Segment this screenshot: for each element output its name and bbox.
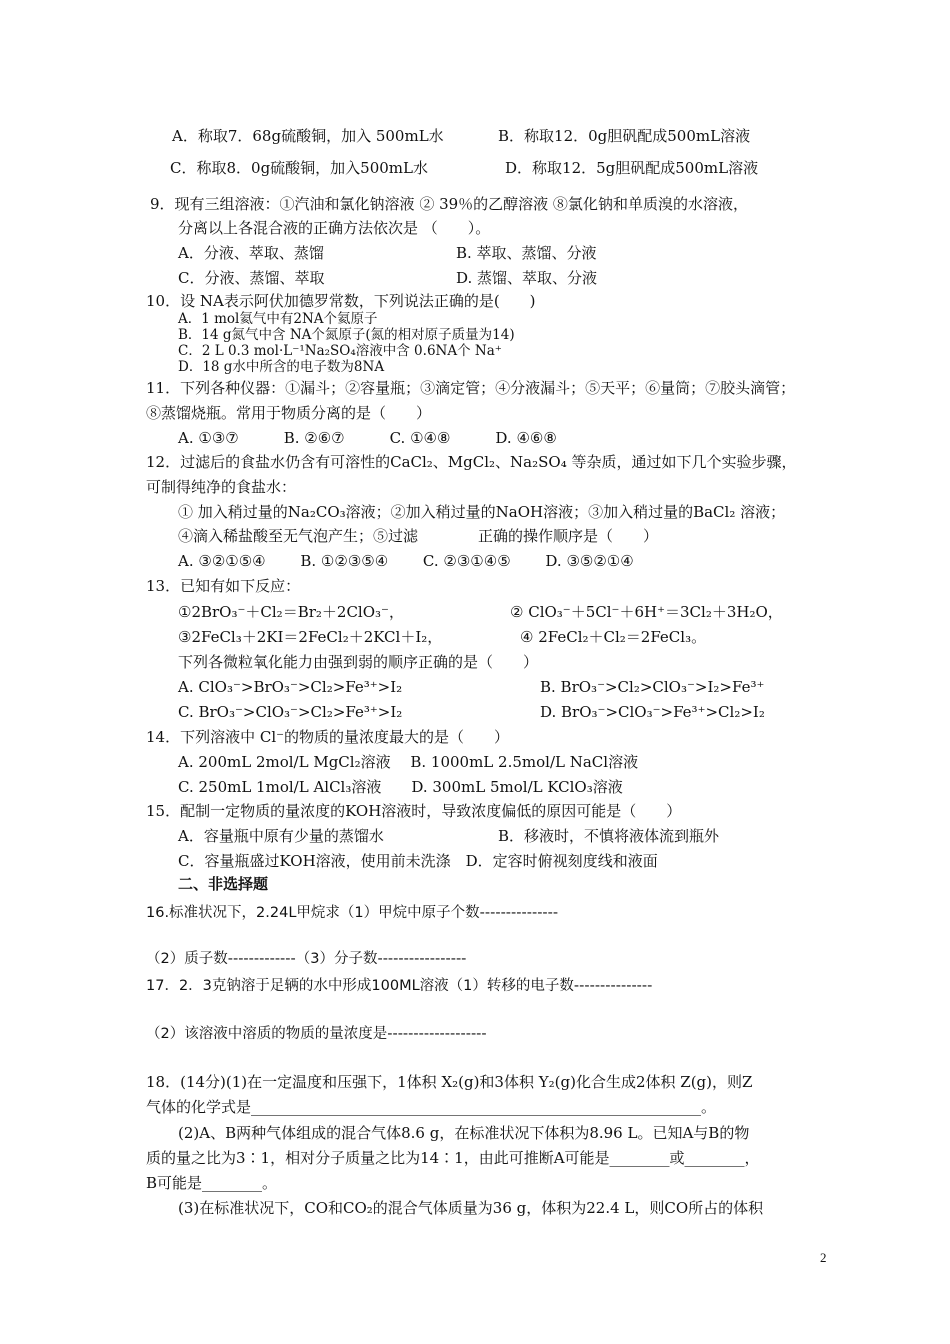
text-line: D．18 g水中所含的电子数为8NA	[178, 359, 385, 375]
text-line: B. 萃取、蒸馏、分液	[456, 244, 597, 262]
text-line: (3)在标准状况下，CO和CO₂的混合气体质量为36 g，体积为22.4 L，则CO所占的体积	[178, 1199, 764, 1217]
text-line: C．称取8．0g硫酸铜，加入500mL水	[170, 159, 428, 177]
text-line: A．容量瓶中原有少量的蒸馏水	[178, 827, 384, 845]
text-line: (2)A、B两种气体组成的混合气体8.6 g，在标准状况下体积为8.96 L。已知A与B的物	[178, 1124, 750, 1142]
text-line: A．分液、萃取、蒸馏	[178, 244, 324, 262]
text-line: 9．现有三组溶液：①汽油和氯化钠溶液 ② 39％的乙醇溶液 ⑧氯化钠和单质溴的水溶液，	[150, 195, 748, 213]
text-line: 12．过滤后的食盐水仍含有可溶性的CaCl₂、MgCl₂、Na₂SO₄ 等杂质，通过如下几个实验步骤，	[146, 453, 797, 471]
text-line: C．2 L 0.3 mol·L⁻¹Na₂SO₄溶液中含 0.6NA个 Na⁺	[178, 343, 502, 359]
text-line: ③2FeCl₃＋2KI＝2FeCl₂＋2KCl＋I₂，	[178, 628, 443, 646]
text-line: B．14 g氮气中含 NA个氮原子(氮的相对原子质量为14)	[178, 327, 515, 343]
text-line: ④滴入稀盐酸至无气泡产生；⑤过滤 正确的操作顺序是（ ）	[178, 527, 659, 545]
text-line: ④ 2FeCl₂＋Cl₂＝2FeCl₃。	[520, 628, 707, 646]
text-line: A．称取7．68g硫酸铜，加入 500mL水	[172, 127, 444, 145]
text-line: 16.标准状况下，2.24L甲烷求（1）甲烷中原子个数---------------	[146, 905, 559, 921]
text-line: A. 200mL 2mol/L MgCl₂溶液 B. 1000mL 2.5mol/L NaCl溶液	[178, 753, 639, 771]
text-line: A．1 mol氦气中有2NA个氦原子	[178, 311, 378, 327]
text-line: C. BrO₃⁻>ClO₃⁻>Cl₂>Fe³⁺>I₂	[178, 703, 403, 721]
text-line: 15．配制一定物质的量浓度的KOH溶液时，导致浓度偏低的原因可能是（ ）	[146, 802, 682, 820]
text-line: A. ClO₃⁻>BrO₃⁻>Cl₂>Fe³⁺>I₂	[178, 678, 403, 696]
text-line: （2）该溶液中溶质的物质的量浓度是-------------------	[146, 1026, 487, 1042]
text-line: ①2BrO₃⁻＋Cl₂＝Br₂＋2ClO₃⁻，	[178, 603, 404, 621]
text-line: ② ClO₃⁻＋5Cl⁻＋6H⁺＝3Cl₂＋3H₂O，	[510, 603, 783, 621]
text-line: B．称取12．0g胆矾配成500mL溶液	[498, 127, 751, 145]
text-line: B可能是________。	[146, 1174, 278, 1192]
text-line: 11．下列各种仪器：①漏斗；②容量瓶；③滴定管；④分液漏斗；⑤天平；⑥量筒；⑦胶头滴管；	[146, 379, 796, 397]
text-line: D. BrO₃⁻>ClO₃⁻>Fe³⁺>Cl₂>I₂	[540, 703, 765, 721]
text-line: 14．下列溶液中 Cl⁻的物质的量浓度最大的是（ ）	[146, 728, 510, 746]
text-line: 质的量之比为3∶1，相对分子质量之比为14∶1，由此可推断A可能是________或________，	[146, 1149, 760, 1167]
text-line: 可制得纯净的食盐水：	[146, 478, 297, 496]
text-line: 18．(14分)(1)在一定温度和压强下，1体积 X₂(g)和3体积 Y₂(g)化合生成2体积 Z(g)，则Z	[146, 1073, 753, 1091]
text-line: 二、非选择题	[178, 875, 269, 893]
text-line: （2）质子数-------------（3）分子数-----------------	[146, 951, 467, 967]
text-line: A. ③②①⑤④ B. ①②③⑤④ C. ②③①④⑤ D. ③⑤②①④	[178, 552, 634, 570]
text-line: C. 250mL 1mol/L AlCl₃溶液 D. 300mL 5mol/L KClO₃溶液	[178, 778, 623, 796]
text-line: 17．2．3克钠溶于足辆的水中形成100ML溶液（1）转移的电子数---------------	[146, 978, 653, 994]
text-line: ① 加入稍过量的Na₂CO₃溶液；②加入稍过量的NaOH溶液；③加入稍过量的BaCl₂ 溶液；	[178, 503, 786, 521]
text-line: A. ①③⑦ B. ②⑥⑦ C. ①④⑧ D. ④⑥⑧	[178, 429, 557, 447]
text-line: B. BrO₃⁻>Cl₂>ClO₃⁻>I₂>Fe³⁺	[540, 678, 765, 696]
text-line: 分离以上各混合液的正确方法依次是 （ ）。	[178, 219, 491, 237]
text-line: D．称取12．5g胆矾配成500mL溶液	[505, 159, 759, 177]
text-line: B．移液时，不慎将液体流到瓶外	[498, 827, 720, 845]
text-line: 下列各微粒氧化能力由强到弱的顺序正确的是（ ）	[178, 653, 539, 671]
text-line: 10．设 NA表示阿伏加德罗常数，下列说法正确的是( )	[146, 292, 536, 310]
text-line: C．容量瓶盛过KOH溶液，使用前未洗涤 D．定容时俯视刻度线和液面	[178, 852, 658, 870]
text-line: D. 蒸馏、萃取、分液	[456, 269, 598, 287]
page-number: 2	[820, 1250, 827, 1265]
text-line: 13．已知有如下反应：	[146, 577, 301, 595]
text-line: ⑧蒸馏烧瓶。常用于物质分离的是（ ）	[146, 404, 432, 422]
text-line: 气体的化学式是____________________________________________________________。	[146, 1098, 717, 1116]
text-line: C．分液、蒸馏、萃取	[178, 269, 325, 287]
